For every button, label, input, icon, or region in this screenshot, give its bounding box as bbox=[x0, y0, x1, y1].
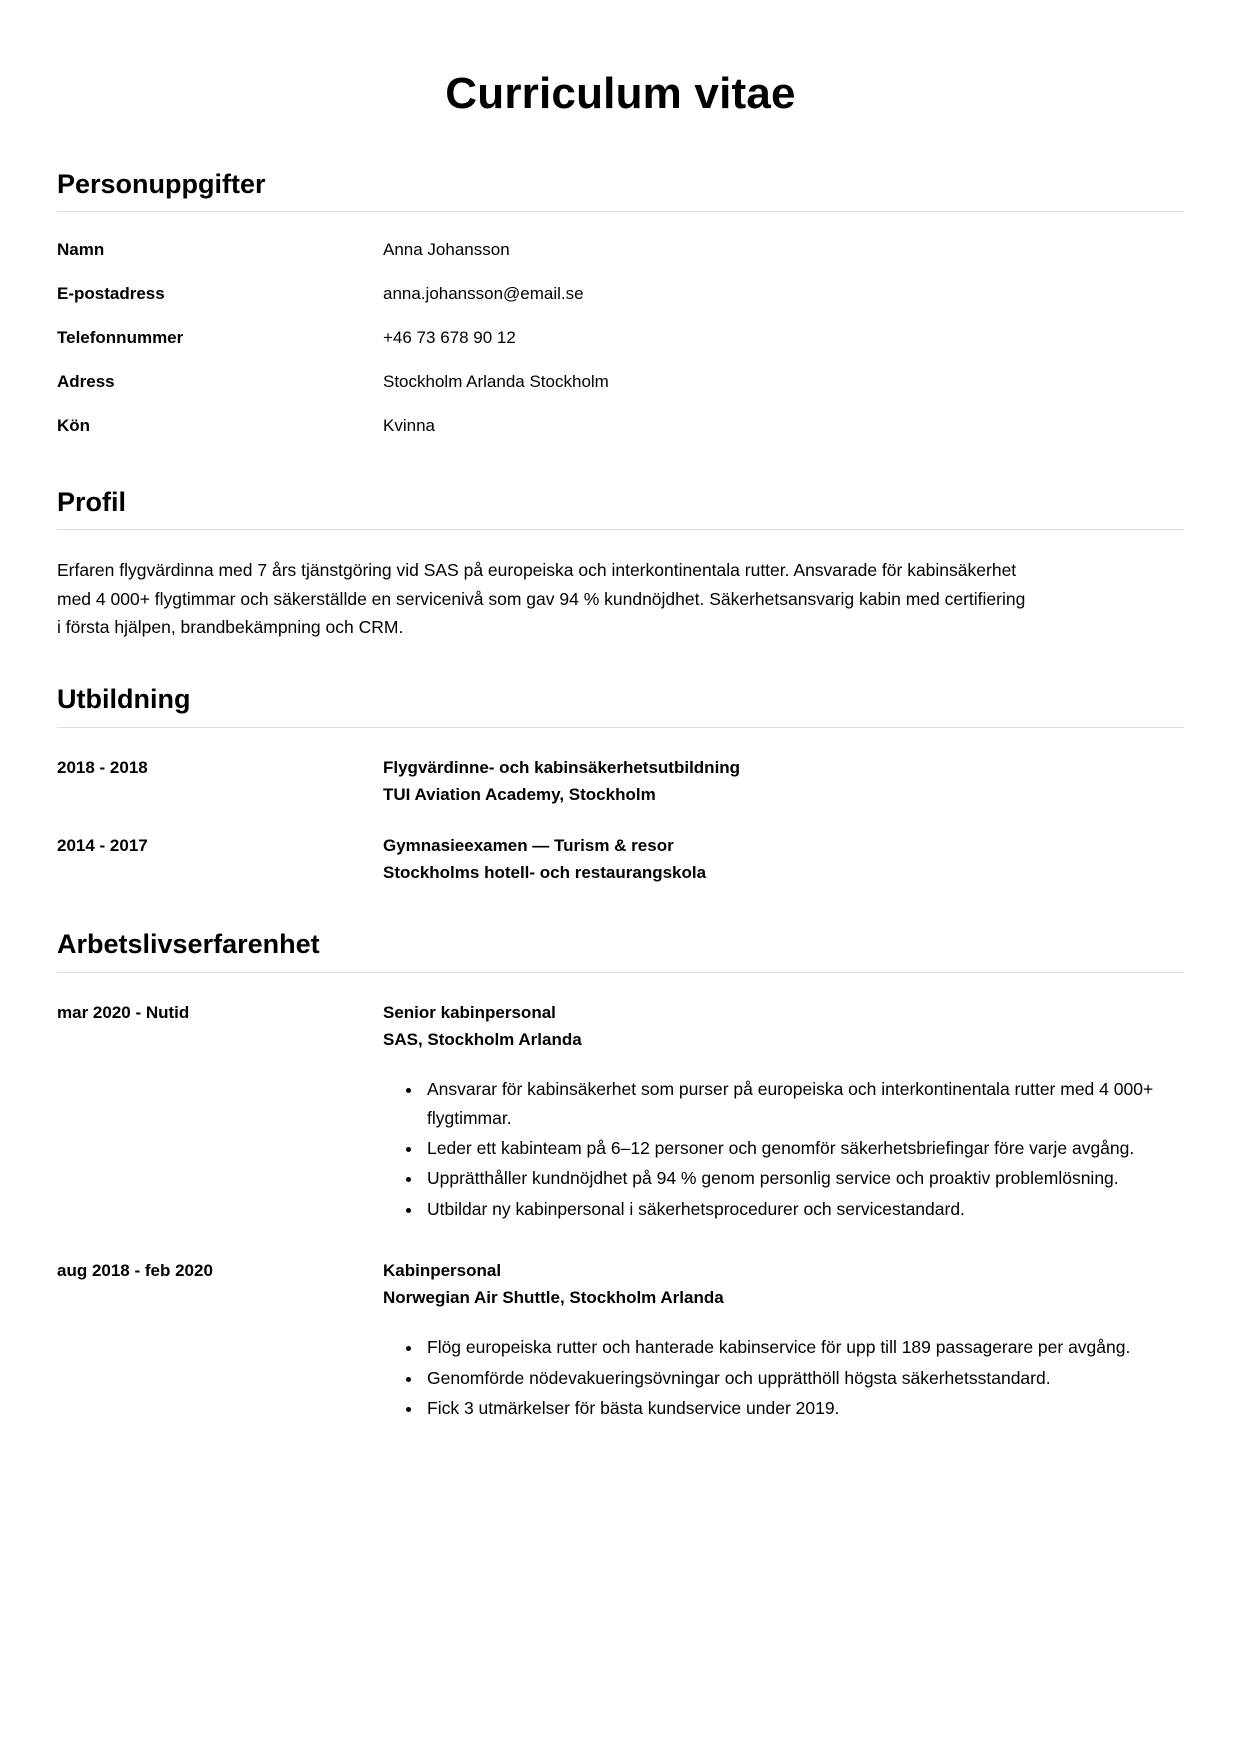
personal-detail-row-gender bbox=[57, 415, 1184, 438]
personal-detail-row-phone bbox=[57, 327, 1184, 350]
section-divider-personal bbox=[57, 211, 1184, 212]
experience-entry bbox=[57, 999, 1184, 1225]
profile-summary-text: Erfaren flygvärdinna med 7 års tjänstgöring vid SAS på europeiska och interkontinentala rutter. Ansvarade för kabinsäkerhet med 4 000+ flygtimmar och säkerställde en servicenivå som gav 94 % kundnöjdhet. Säkerhetsansvarig kabin med certifiering i första hjälpen, brandbekämpning och CRM. bbox=[57, 560, 1026, 637]
experience-entry bbox=[57, 1257, 1184, 1424]
education-entry bbox=[57, 754, 1184, 808]
list-item: • Ansvarar för kabinsäkerhet som purser på europeiska och interkontinentala rutter med 4 000+ flygtimmar. bbox=[423, 1075, 1184, 1132]
entry-bullet-list bbox=[383, 1333, 1184, 1422]
spacer-before-profile bbox=[57, 459, 1184, 486]
list-item: • Utbildar ny kabinpersonal i säkerhetsprocedurer och servicestandard. bbox=[423, 1195, 1184, 1223]
detail-value: anna.johansson@email.se bbox=[383, 284, 584, 304]
section-profile bbox=[57, 486, 1184, 641]
section-divider-profile bbox=[57, 529, 1184, 530]
entry-body bbox=[383, 1257, 1184, 1424]
detail-value: Anna Johansson bbox=[383, 240, 510, 260]
list-item: • Fick 3 utmärkelser för bästa kundservice under 2019. bbox=[423, 1394, 1184, 1422]
personal-detail-row-name bbox=[57, 239, 1184, 262]
detail-label: Namn bbox=[57, 240, 105, 260]
page-title: Curriculum vitae bbox=[445, 69, 796, 118]
entry-period: mar 2020 - Nutid bbox=[57, 1002, 190, 1022]
section-divider-education bbox=[57, 727, 1184, 728]
entry-period: 2018 - 2018 bbox=[57, 757, 148, 777]
entry-bullet-list bbox=[383, 1075, 1184, 1223]
section-personal-details bbox=[57, 168, 1184, 438]
section-heading-profile: Profil bbox=[57, 486, 127, 517]
detail-value: Stockholm Arlanda Stockholm bbox=[383, 372, 609, 391]
section-divider-experience bbox=[57, 972, 1184, 973]
entry-organisation: Norwegian Air Shuttle, Stockholm Arlanda bbox=[383, 1288, 724, 1308]
entry-body bbox=[383, 999, 1184, 1225]
spacer-before-education bbox=[57, 641, 1184, 683]
list-item: • Genomförde nödevakueringsövningar och upprätthöll högsta säkerhetsstandard. bbox=[423, 1364, 1184, 1392]
section-heading-personal: Personuppgifter bbox=[57, 168, 266, 199]
entry-title: Flygvärdinne- och kabinsäkerhetsutbildning bbox=[383, 757, 741, 777]
section-heading-education: Utbildning bbox=[57, 684, 191, 715]
detail-label: Kön bbox=[57, 415, 91, 435]
section-work-experience bbox=[57, 928, 1184, 1424]
experience-entry-list bbox=[57, 999, 1184, 1425]
section-heading-experience: Arbetslivserfarenhet bbox=[57, 929, 320, 960]
list-item: • Upprätthåller kundnöjdhet på 94 % genom personlig service och proaktiv problemlösning. bbox=[423, 1164, 1184, 1192]
entry-period: 2014 - 2017 bbox=[57, 836, 148, 856]
entry-body bbox=[383, 754, 1184, 808]
entry-body bbox=[383, 832, 1184, 886]
entry-organisation: SAS, Stockholm Arlanda bbox=[383, 1030, 582, 1050]
education-entry-list bbox=[57, 754, 1184, 887]
detail-label: E-postadress bbox=[57, 284, 165, 304]
personal-detail-row-address bbox=[57, 371, 1184, 394]
personal-details-table bbox=[57, 239, 1184, 438]
detail-value: +46 73 678 90 12 bbox=[383, 328, 516, 348]
section-education bbox=[57, 683, 1184, 886]
list-item: • Leder ett kabinteam på 6–12 personer och genomför säkerhetsbriefingar före varje avgång. bbox=[423, 1134, 1184, 1162]
entry-title: Senior kabinpersonal bbox=[383, 1002, 556, 1022]
education-entry bbox=[57, 832, 1184, 886]
list-item: • Flög europeiska rutter och hanterade kabinservice för upp till 189 passagerare per avgång. bbox=[423, 1333, 1184, 1361]
spacer-title-bottom bbox=[57, 121, 1184, 168]
entry-period: aug 2018 - feb 2020 bbox=[57, 1260, 213, 1280]
detail-value: Kvinna bbox=[383, 415, 435, 435]
entry-organisation: Stockholms hotell- och restaurangskola bbox=[383, 863, 707, 883]
spacer-before-experience bbox=[57, 886, 1184, 928]
entry-title: Gymnasieexamen — Turism & resor bbox=[383, 836, 674, 856]
detail-label: Telefonnummer bbox=[57, 328, 184, 348]
entry-organisation: TUI Aviation Academy, Stockholm bbox=[383, 784, 656, 804]
personal-detail-row-email bbox=[57, 283, 1184, 306]
entry-title: Kabinpersonal bbox=[383, 1260, 502, 1280]
detail-label: Adress bbox=[57, 372, 115, 391]
